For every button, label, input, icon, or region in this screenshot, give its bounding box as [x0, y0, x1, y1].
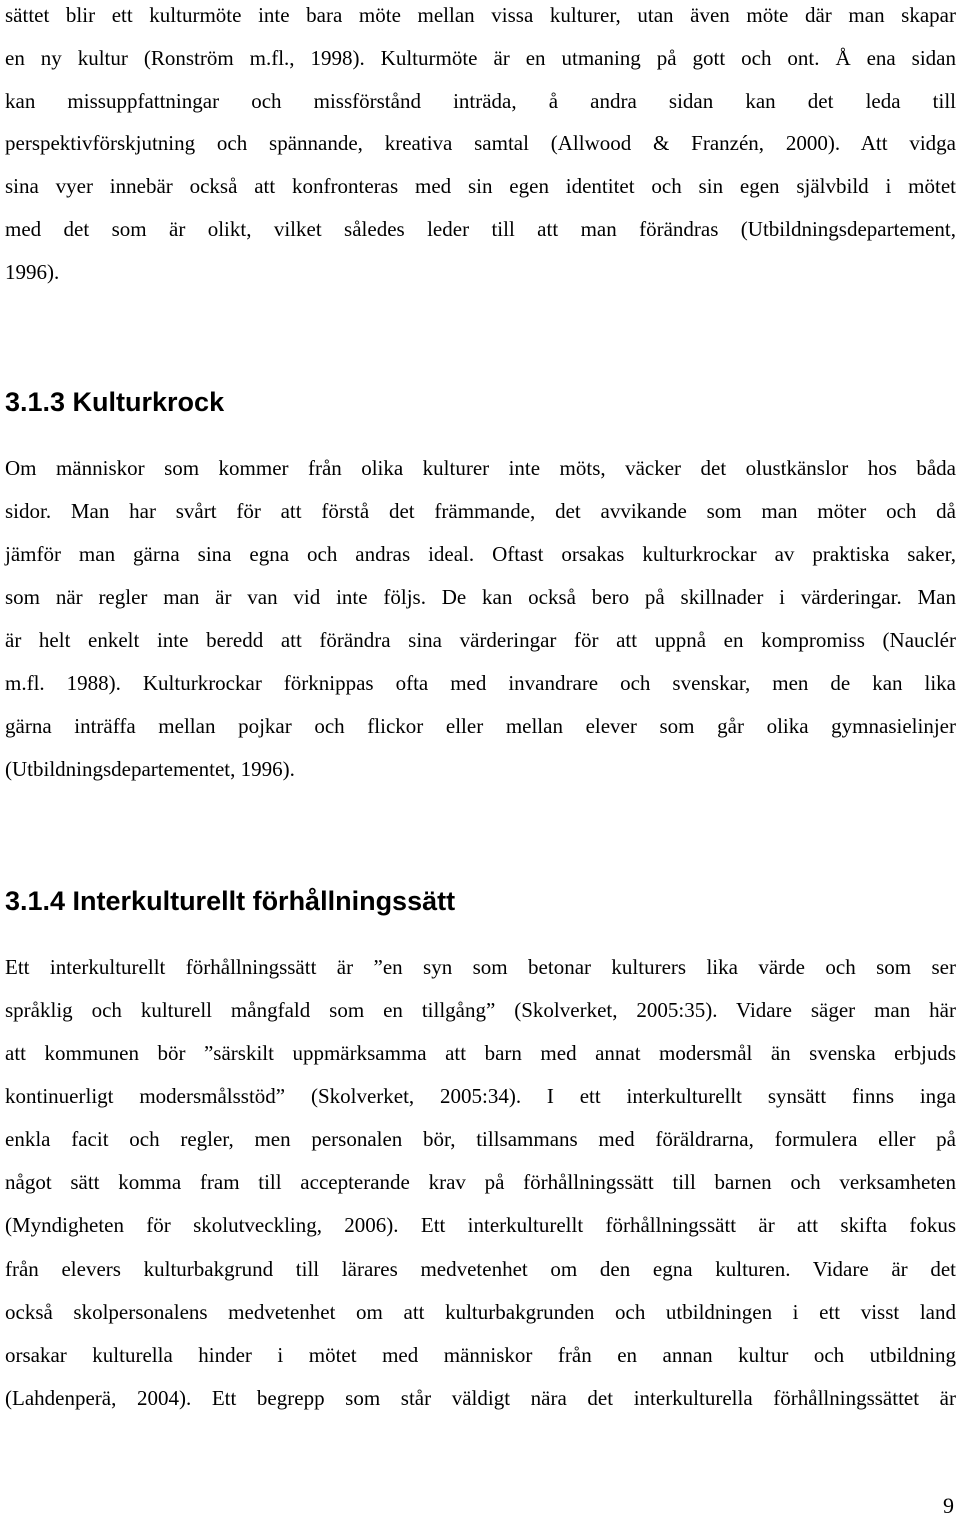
paragraph-line: kan missuppfattningar och missförstånd inträda, å andra sidan kan det leda till — [5, 89, 956, 113]
paragraph-line: enkla facit och regler, men personalen bör, tillsammans med föräldrarna, formulera eller på — [5, 1127, 956, 1151]
page-number: 9 — [943, 1493, 954, 1518]
paragraph-line: kontinuerligt modersmålsstöd” (Skolverket, 2005:34). I ett interkulturellt synsätt finns inga — [5, 1084, 956, 1108]
paragraph-line: att kommunen bör ”särskilt uppmärksamma att barn med annat modersmål än svenska erbjuds — [5, 1041, 956, 1065]
paragraph-line: med det som är olikt, vilket således leder till att man förändras (Utbildningsdepartement, — [5, 217, 956, 241]
paragraph-line: Om människor som kommer från olika kulturer inte möts, väcker det olustkänslor hos båda — [5, 456, 956, 480]
section-heading-kulturkrock: 3.1.3 Kulturkrock — [5, 387, 225, 417]
paragraph-line: språklig och kulturell mångfald som en tillgång” (Skolverket, 2005:35). Vidare säger man här — [5, 998, 956, 1022]
section-heading-interkulturellt: 3.1.4 Interkulturellt förhållningssätt — [5, 886, 456, 916]
paragraph-line: (Lahdenperä, 2004). Ett begrepp som står väldigt nära det interkulturella förhållningssättet är — [5, 1386, 956, 1410]
paragraph-line: jämför man gärna sina egna och andras ideal. Oftast orsakas kulturkrockar av praktiska saker, — [5, 542, 956, 566]
paragraph-line: något sätt komma fram till accepterande krav på förhållningssätt till barnen och verksamheten — [5, 1170, 956, 1194]
paragraph-line: en ny kultur (Ronström m.fl., 1998). Kulturmöte är en utmaning på gott och ont. Å ena sidan — [5, 46, 956, 70]
paragraph-line: m.fl. 1988). Kulturkrockar förknippas ofta med invandrare och svenskar, men de kan lika — [5, 671, 956, 695]
paragraph-line: från elevers kulturbakgrund till lärares medvetenhet om den egna kulturen. Vidare är det — [5, 1257, 956, 1281]
paragraph-line: orsakar kulturella hinder i mötet med människor från en annan kultur och utbildning — [5, 1343, 956, 1367]
paragraph-line: 1996). — [5, 260, 60, 284]
paragraph-line: perspektivförskjutning och spännande, kreativa samtal (Allwood & Franzén, 2000). Att vidga — [5, 131, 956, 155]
paragraph-line: är helt enkelt inte beredd att förändra sina värderingar för att uppnå en kompromiss (Nauclér — [5, 628, 956, 652]
paragraph-line: Ett interkulturellt förhållningssätt är ”en syn som betonar kulturers lika värde och som ser — [5, 955, 956, 979]
paragraph-line: sidor. Man har svårt för att förstå det främmande, det avvikande som man möter och då — [5, 499, 956, 523]
paragraph-line: sättet blir ett kulturmöte inte bara möte mellan vissa kulturer, utan även möte där man skapar — [5, 3, 956, 27]
paragraph-line: också skolpersonalens medvetenhet om att kulturbakgrunden och utbildningen i ett visst land — [5, 1300, 956, 1324]
paragraph-line: gärna inträffa mellan pojkar och flickor eller mellan elever som går olika gymnasielinjer — [5, 714, 956, 738]
paragraph-line: (Utbildningsdepartementet, 1996). — [5, 757, 295, 781]
paragraph-line: som när regler man är van vid inte följs. De kan också bero på skillnader i värderingar. Man — [5, 585, 956, 609]
paragraph-line: (Myndigheten för skolutveckling, 2006). Ett interkulturellt förhållningssätt är att skifta fokus — [5, 1213, 956, 1237]
paragraph-line: sina vyer innebär också att konfronteras med sin egen identitet och sin egen självbild i mötet — [5, 174, 956, 198]
